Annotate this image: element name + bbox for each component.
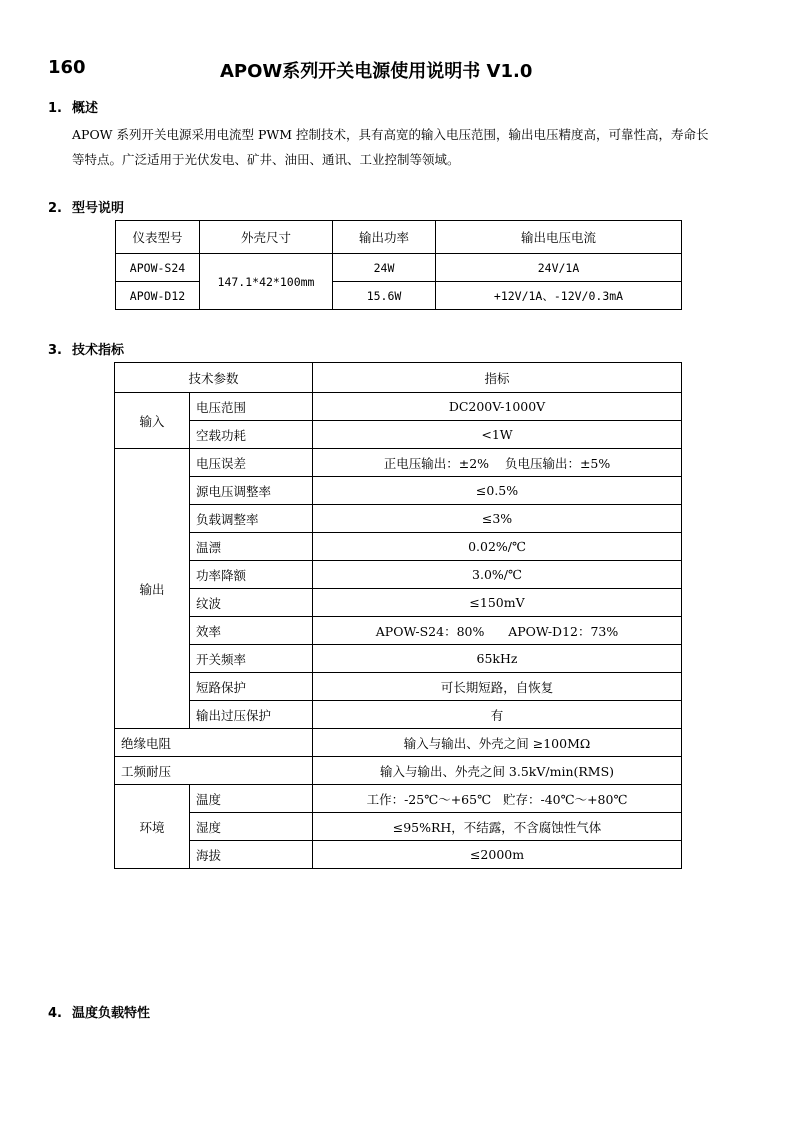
param-cell: 开关频率 bbox=[190, 645, 313, 673]
header-cell: 指标 bbox=[313, 363, 682, 393]
param-cell: 功率降额 bbox=[190, 561, 313, 589]
value-cell: 0.02%/℃ bbox=[313, 533, 682, 561]
power-cell: 24W bbox=[333, 254, 436, 282]
value-cell: 65kHz bbox=[313, 645, 682, 673]
group-cell-output: 输出 bbox=[115, 449, 190, 729]
table-row bbox=[115, 785, 682, 813]
section-title: 温度负载特性 bbox=[72, 1006, 151, 1021]
section-number: 1. bbox=[48, 101, 62, 116]
header-cell: 外壳尺寸 bbox=[200, 221, 333, 254]
table-header-row bbox=[115, 363, 682, 393]
value-cell: ≤150mV bbox=[313, 589, 682, 617]
header-cell: 仪表型号 bbox=[116, 221, 200, 254]
section-title: 概述 bbox=[72, 101, 99, 116]
section-heading-overview bbox=[48, 97, 98, 116]
table-row bbox=[115, 589, 682, 617]
section-heading-models bbox=[48, 197, 124, 216]
output-cell: 24V/1A bbox=[436, 254, 682, 282]
shell-size-cell: 147.1*42*100mm bbox=[200, 254, 333, 310]
group-cell-environment: 环境 bbox=[115, 785, 190, 869]
value-cell: ≤3% bbox=[313, 505, 682, 533]
param-cell: 源电压调整率 bbox=[190, 477, 313, 505]
section-title: 型号说明 bbox=[72, 201, 125, 216]
param-cell: 负载调整率 bbox=[190, 505, 313, 533]
param-cell: 短路保护 bbox=[190, 673, 313, 701]
overview-line: APOW 系列开关电源采用电流型 PWM 控制技术，具有高宽的输入电压范围，输出电压精度高，可靠性高，寿命长 bbox=[72, 127, 709, 142]
power-cell: 15.6W bbox=[333, 282, 436, 310]
value-cell: 可长期短路，自恢复 bbox=[313, 673, 682, 701]
table-row bbox=[115, 701, 682, 729]
table-row bbox=[116, 254, 682, 282]
table-row bbox=[115, 477, 682, 505]
param-cell: 海拔 bbox=[190, 841, 313, 869]
table-header-row bbox=[116, 221, 682, 254]
header-cell: 输出电压电流 bbox=[436, 221, 682, 254]
table-row bbox=[115, 533, 682, 561]
param-cell: 效率 bbox=[190, 617, 313, 645]
section-number: 2. bbox=[48, 201, 62, 216]
param-cell: 绝缘电阻 bbox=[115, 729, 313, 757]
value-cell: APOW-S24：80% APOW-D12：73% bbox=[313, 617, 682, 645]
section-heading-specs bbox=[48, 339, 124, 358]
group-cell-input: 输入 bbox=[115, 393, 190, 449]
param-cell: 工频耐压 bbox=[115, 757, 313, 785]
section-heading-temperature-load bbox=[48, 1002, 150, 1021]
param-cell: 电压范围 bbox=[190, 393, 313, 421]
model-cell: APOW-D12 bbox=[116, 282, 200, 310]
table-row bbox=[115, 729, 682, 757]
value-cell: 正电压输出：±2% 负电压输出：±5% bbox=[313, 449, 682, 477]
output-cell: +12V/1A、-12V/0.3mA bbox=[436, 282, 682, 310]
value-cell: ≤95%RH，不结露，不含腐蚀性气体 bbox=[313, 813, 682, 841]
section-title: 技术指标 bbox=[72, 343, 125, 358]
table-row bbox=[115, 673, 682, 701]
table-row bbox=[115, 645, 682, 673]
section-number: 3. bbox=[48, 343, 62, 358]
overview-line: 等特点。广泛适用于光伏发电、矿井、油田、通讯、工业控制等领域。 bbox=[72, 152, 460, 167]
overview-paragraph bbox=[72, 122, 750, 172]
value-cell: 有 bbox=[313, 701, 682, 729]
table-row bbox=[115, 421, 682, 449]
param-cell: 空载功耗 bbox=[190, 421, 313, 449]
header-cell: 技术参数 bbox=[115, 363, 313, 393]
table-row bbox=[115, 617, 682, 645]
models-table bbox=[115, 220, 682, 310]
table-row bbox=[115, 561, 682, 589]
param-cell: 纹波 bbox=[190, 589, 313, 617]
page-header bbox=[48, 57, 568, 83]
table-row bbox=[115, 813, 682, 841]
param-cell: 输出过压保护 bbox=[190, 701, 313, 729]
model-cell: APOW-S24 bbox=[116, 254, 200, 282]
table-row bbox=[115, 449, 682, 477]
value-cell: 3.0%/℃ bbox=[313, 561, 682, 589]
param-cell: 温度 bbox=[190, 785, 313, 813]
table-row bbox=[115, 393, 682, 421]
value-cell: 输入与输出、外壳之间 3.5kV/min(RMS) bbox=[313, 757, 682, 785]
value-cell: <1W bbox=[313, 421, 682, 449]
page-number: 160 bbox=[48, 57, 86, 78]
table-row bbox=[115, 505, 682, 533]
value-cell: ≤0.5% bbox=[313, 477, 682, 505]
value-cell: 输入与输出、外壳之间 ≥100MΩ bbox=[313, 729, 682, 757]
value-cell: ≤2000m bbox=[313, 841, 682, 869]
specs-table bbox=[114, 362, 682, 869]
value-cell: 工作：-25℃～+65℃ 贮存：-40℃～+80℃ bbox=[313, 785, 682, 813]
document-title: APOW系列开关电源使用说明书 V1.0 bbox=[220, 61, 533, 82]
header-cell: 输出功率 bbox=[333, 221, 436, 254]
table-row bbox=[115, 757, 682, 785]
value-cell: DC200V-1000V bbox=[313, 393, 682, 421]
param-cell: 湿度 bbox=[190, 813, 313, 841]
param-cell: 电压误差 bbox=[190, 449, 313, 477]
table-row bbox=[115, 841, 682, 869]
section-number: 4. bbox=[48, 1006, 62, 1021]
param-cell: 温漂 bbox=[190, 533, 313, 561]
